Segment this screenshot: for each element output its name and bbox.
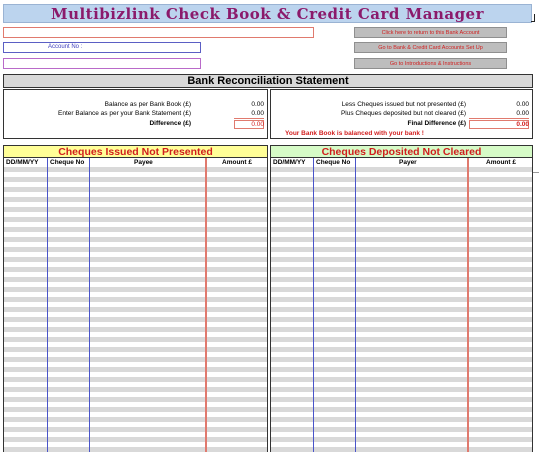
bank-name-field[interactable] [3, 27, 314, 38]
bank-statement-balance-label: Enter Balance as per your Bank Statement (£) [58, 110, 191, 117]
uncleared-deposited-label: Plus Cheques deposited but not cleared (£) [340, 110, 466, 117]
accounts-setup-button[interactable]: Go to Bank & Credit Card Accounts Set Up [354, 42, 507, 53]
issued-amount-column-header: Amount £ [222, 159, 252, 166]
statement-input-underline [234, 118, 264, 119]
sheet-edge-rule [533, 172, 539, 173]
uncleared-issued-label: Less Cheques issued but not presented (£) [341, 101, 466, 108]
return-to-bank-account-button[interactable]: Click here to return to this Bank Account [354, 27, 507, 38]
final-difference-value: 0.00 [516, 121, 529, 128]
deposited-cheque-no-column-header: Cheque No [316, 159, 351, 166]
deposited-rows[interactable] [271, 167, 532, 452]
final-difference-underline [469, 118, 529, 119]
issued-not-presented-heading: Cheques Issued Not Presented [3, 145, 268, 158]
deposited-cheques-table[interactable] [270, 158, 533, 452]
app-title: Multibizlink Check Book & Credit Card Manager [50, 4, 485, 23]
account-notes-field[interactable] [3, 58, 201, 69]
account-number-label: Account No : [48, 44, 83, 50]
bank-statement-balance-input[interactable]: 0.00 [251, 110, 264, 117]
issued-rows[interactable] [4, 167, 267, 452]
difference-label: Difference (£) [149, 120, 191, 127]
deposited-col-divider-1 [313, 158, 314, 452]
final-difference-label: Final Difference (£) [407, 120, 466, 127]
uncleared-issued-value: 0.00 [516, 101, 529, 108]
issued-cheque-no-column-header: Cheque No [50, 159, 85, 166]
deposited-not-cleared-heading: Cheques Deposited Not Cleared [270, 145, 533, 158]
issued-col-divider-2 [89, 158, 90, 452]
reconciliation-left-panel [3, 89, 268, 139]
issued-payee-column-header: Payee [134, 159, 153, 166]
deposited-col-divider-2 [355, 158, 356, 452]
bank-book-balance-value: 0.00 [251, 101, 264, 108]
deposited-amount-divider [467, 158, 469, 452]
resize-corner-icon [531, 14, 535, 22]
bank-book-balance-label: Balance as per Bank Book (£) [104, 101, 191, 108]
issued-amount-divider [205, 158, 207, 452]
deposited-date-column-header: DD/MM/YY [273, 159, 306, 166]
reconciliation-title: Bank Reconciliation Statement [3, 74, 533, 88]
app-title-banner [3, 4, 532, 23]
difference-value: 0.00 [251, 121, 264, 128]
deposited-amount-column-header: Amount £ [486, 159, 516, 166]
deposited-payer-column-header: Payer [399, 159, 417, 166]
instructions-button[interactable]: Go to Introductions & Instructions [354, 58, 507, 69]
issued-col-divider-1 [47, 158, 48, 452]
issued-cheques-table[interactable] [3, 158, 268, 452]
balance-status-text: Your Bank Book is balanced with your bank ! [285, 130, 424, 137]
uncleared-deposited-value: 0.00 [516, 110, 529, 117]
account-number-field[interactable] [3, 42, 201, 53]
issued-date-column-header: DD/MM/YY [6, 159, 39, 166]
